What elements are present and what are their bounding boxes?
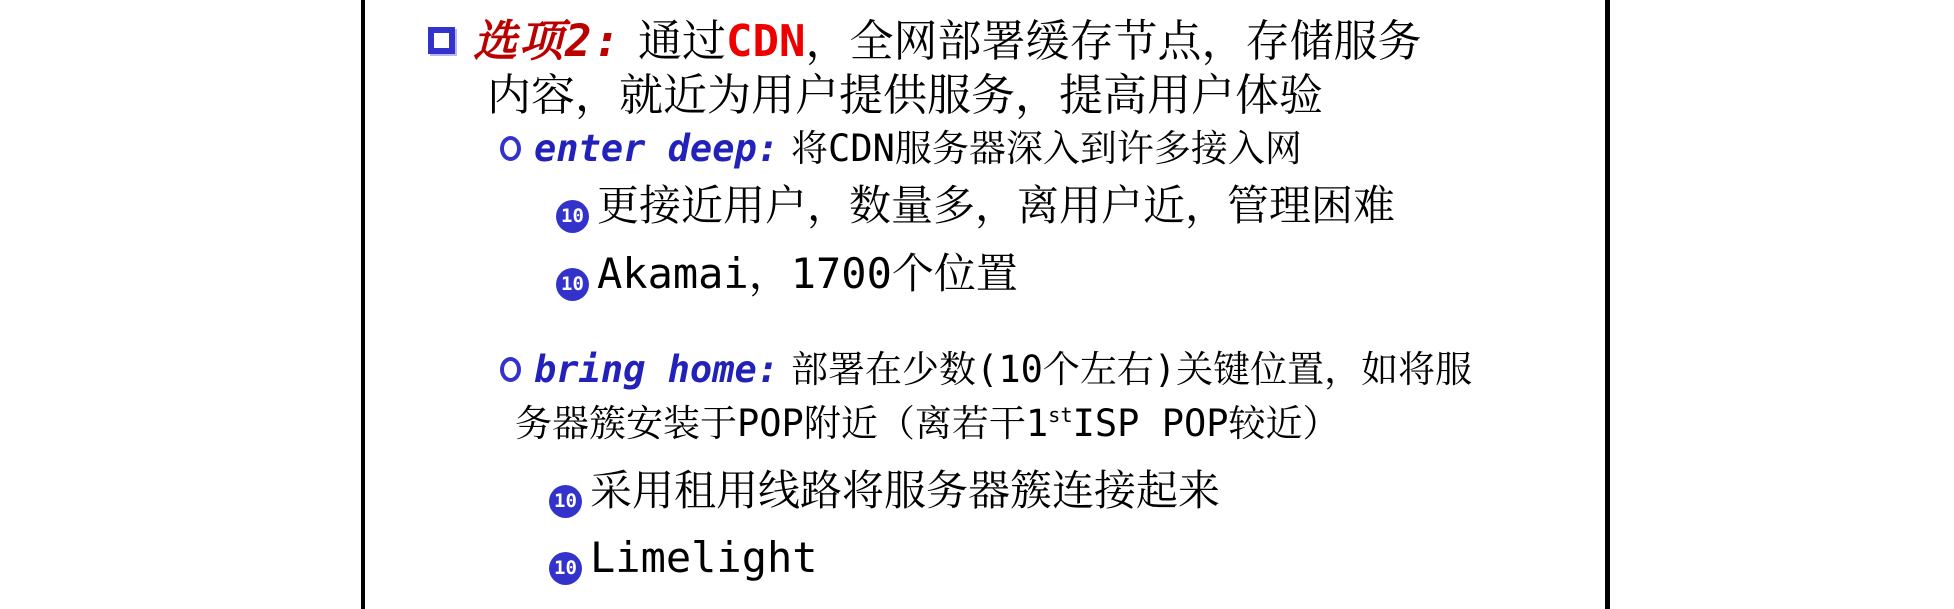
bullet-item-option2-line2 [487, 70, 1323, 123]
akamai-text: Akamai，1700个位置 [597, 249, 1018, 298]
cdn-highlight: CDN [725, 16, 806, 67]
limelight-text: Limelight [590, 533, 818, 582]
bullet-item-limelight [549, 533, 818, 585]
option2-line2-text: 内容，就近为用户提供服务，提高用户体验 [487, 70, 1323, 121]
circle-bullet-icon [500, 357, 521, 382]
option2-label: 选项2: [473, 16, 622, 67]
circle-bullet-icon [500, 136, 521, 161]
closer-to-users-text: 更接近用户，数量多，离用户近，管理困难 [597, 181, 1396, 230]
bring-home-label: bring home: [534, 348, 780, 391]
ten-bullet-icon: 10 [556, 268, 589, 301]
enter-deep-text: 将CDN服务器深入到许多接入网 [791, 127, 1302, 170]
bring-home-superscript-st: st [1048, 403, 1073, 427]
bullet-item-akamai [556, 249, 1018, 301]
bring-home-line1-text: 部署在少数(10个左右)关键位置，如将服 [791, 348, 1473, 391]
option2-text-after-cdn: ，全网部署缓存节点，存储服务 [805, 16, 1422, 67]
option2-text-before-cdn: 通过 [637, 16, 726, 67]
bring-home-line2-before-sup: 务器簇安装于POP附近（离若干1 [515, 402, 1049, 445]
bring-home-line2-after-sup: ISP POP较近） [1072, 402, 1340, 445]
bullet-item-leased-lines [549, 466, 1220, 518]
leased-lines-text: 采用租用线路将服务器簇连接起来 [590, 466, 1221, 515]
ten-bullet-icon: 10 [556, 200, 589, 233]
frame-line-left [361, 0, 365, 609]
bullet-item-option2-line1 [428, 16, 1421, 69]
bullet-item-closer-to-users [556, 181, 1395, 233]
enter-deep-label: enter deep: [534, 127, 780, 170]
square-bullet-icon [428, 27, 455, 54]
ten-bullet-icon: 10 [549, 485, 582, 518]
bullet-item-bring-home-line1 [500, 348, 1472, 392]
ten-bullet-icon: 10 [549, 552, 582, 585]
bullet-item-enter-deep [500, 127, 1302, 171]
bullet-item-bring-home-line2 [515, 402, 1340, 446]
frame-line-right [1605, 0, 1610, 609]
